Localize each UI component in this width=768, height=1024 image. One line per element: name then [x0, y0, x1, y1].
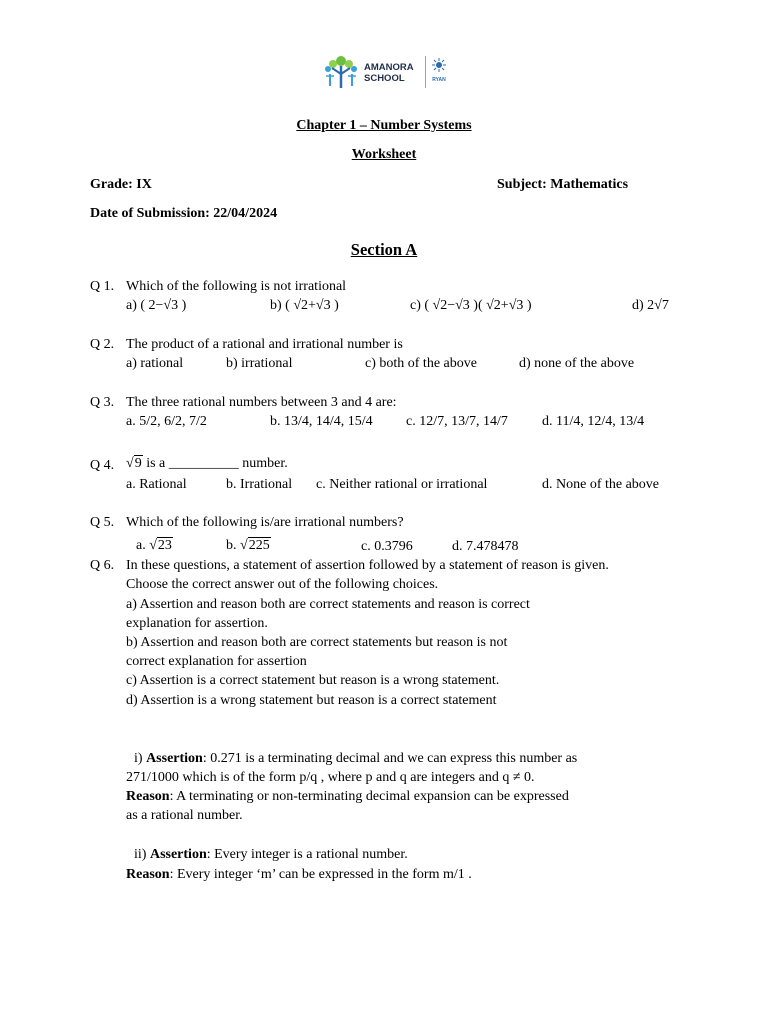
q5-option-b [226, 537, 271, 555]
q6-line-1: In these questions, a statement of assertion followed by a statement of reason is given. [126, 558, 609, 573]
worksheet-title: Worksheet [351, 147, 417, 162]
q4-option-a: a. Rational [126, 477, 187, 492]
assertion-ii-line [134, 846, 408, 864]
q3-option-b: b. 13/4, 14/4, 15/4 [270, 414, 373, 429]
assertion-ii-label: Assertion [149, 847, 207, 862]
q3-number: Q 3. [90, 395, 115, 410]
q4-text-mid: is a [146, 456, 166, 471]
q4-text-end: number. [242, 456, 288, 471]
q5-a-label: a. [136, 538, 146, 553]
q2-option-c: c) both of the above [365, 356, 477, 371]
section-title: Section A [350, 240, 418, 259]
q2-option-a: a) rational [126, 356, 184, 371]
q1-option-b: b) ( √2+√3 ) [270, 298, 339, 313]
q6-line-4: explanation for assertion. [126, 616, 268, 631]
q4-option-c: c. Neither rational or irrational [316, 477, 488, 492]
subject-label: Subject: Mathematics [497, 177, 629, 192]
sqrt-225: √225 [240, 538, 270, 553]
reason-i-label: Reason [126, 789, 170, 804]
q3-text: The three rational numbers between 3 and 4 are: [126, 395, 397, 410]
q2-option-d: d) none of the above [519, 356, 635, 371]
q6-line-2: Choose the correct answer out of the following choices. [126, 577, 439, 592]
reason-i-text: : A terminating or non-terminating decimal expansion can be expressed [169, 789, 569, 804]
q4-option-d: d. None of the above [542, 477, 660, 492]
school-name-line2: SCHOOL [364, 72, 405, 84]
submission-date: Date of Submission: 22/04/2024 [90, 206, 278, 221]
ryan-sun-icon [432, 58, 446, 72]
q1-option-d: d) 2√7 [632, 298, 669, 313]
q1-number: Q 1. [90, 279, 115, 294]
radicand-225: 225 [248, 538, 270, 553]
reason-i-line-2: as a rational number. [126, 808, 243, 823]
assertion-i-text: : 0.271 is a terminating decimal and we can express this number as [202, 751, 578, 766]
assertion-i-line-2: 271/1000 which is of the form p/q , where p and q are integers and q ≠ 0. [126, 770, 535, 785]
q6-line-3: a) Assertion and reason both are correct statements and reason is correct [126, 597, 530, 612]
q5-option-c: c. 0.3796 [361, 539, 413, 554]
reason-ii-text: : Every integer ‘m’ can be expressed in the form m/1 . [169, 867, 472, 882]
radicand-23: 23 [157, 538, 172, 553]
q5-option-d: d. 7.478478 [452, 539, 519, 554]
assertion-i-label: Assertion [146, 751, 203, 766]
q6-line-8: d) Assertion is a wrong statement but reason is a correct statement [126, 693, 497, 708]
sqrt-9: √9 [126, 456, 142, 471]
q3-option-d: d. 11/4, 12/4, 13/4 [542, 414, 645, 429]
sqrt-23: √23 [149, 538, 172, 553]
logo-divider [425, 56, 426, 88]
q5-text: Which of the following is/are irrational numbers? [126, 515, 404, 530]
q1-option-a: a) ( 2−√3 ) [126, 298, 187, 313]
q4-text [126, 455, 288, 473]
reason-ii-label: Reason [126, 867, 170, 882]
radicand-9: 9 [134, 456, 142, 471]
tree-people-icon [320, 54, 362, 90]
chapter-title: Chapter 1 – Number Systems [296, 118, 472, 133]
q5-number: Q 5. [90, 515, 115, 530]
q6-line-6: correct explanation for assertion [126, 654, 307, 669]
assertion-i-line-1 [134, 750, 577, 768]
q5-option-a [136, 537, 173, 555]
q4-number: Q 4. [90, 458, 115, 473]
q2-number: Q 2. [90, 337, 115, 352]
assertion-ii-text: : Every integer is a rational number. [206, 847, 408, 862]
ryan-emblem [430, 58, 448, 88]
q3-option-c: c. 12/7, 13/7, 14/7 [406, 414, 508, 429]
q5-b-label: b. [226, 538, 237, 553]
assertion-i-prefix: i) [134, 751, 143, 766]
q3-option-a: a. 5/2, 6/2, 7/2 [126, 414, 207, 429]
q6-line-7: c) Assertion is a correct statement but reason is a wrong statement. [126, 673, 500, 688]
q2-option-b: b) irrational [226, 356, 293, 371]
q6-number: Q 6. [90, 558, 115, 573]
q2-text: The product of a rational and irrational number is [126, 337, 403, 352]
q6-line-5: b) Assertion and reason both are correct statements but reason is not [126, 635, 508, 650]
school-logo [320, 54, 450, 92]
grade-label: Grade: IX [90, 177, 152, 192]
ryan-label: RYAN [432, 76, 446, 83]
assertion-ii-prefix: ii) [134, 847, 147, 862]
q4-blank: __________ [168, 456, 239, 471]
q1-text: Which of the following is not irrational [126, 279, 347, 294]
q4-option-b: b. Irrational [226, 477, 293, 492]
reason-ii-line [126, 866, 472, 884]
q1-option-c: c) ( √2−√3 )( √2+√3 ) [410, 298, 532, 313]
school-name-line1: AMANORA [364, 62, 414, 73]
reason-i-line-1 [126, 788, 569, 806]
